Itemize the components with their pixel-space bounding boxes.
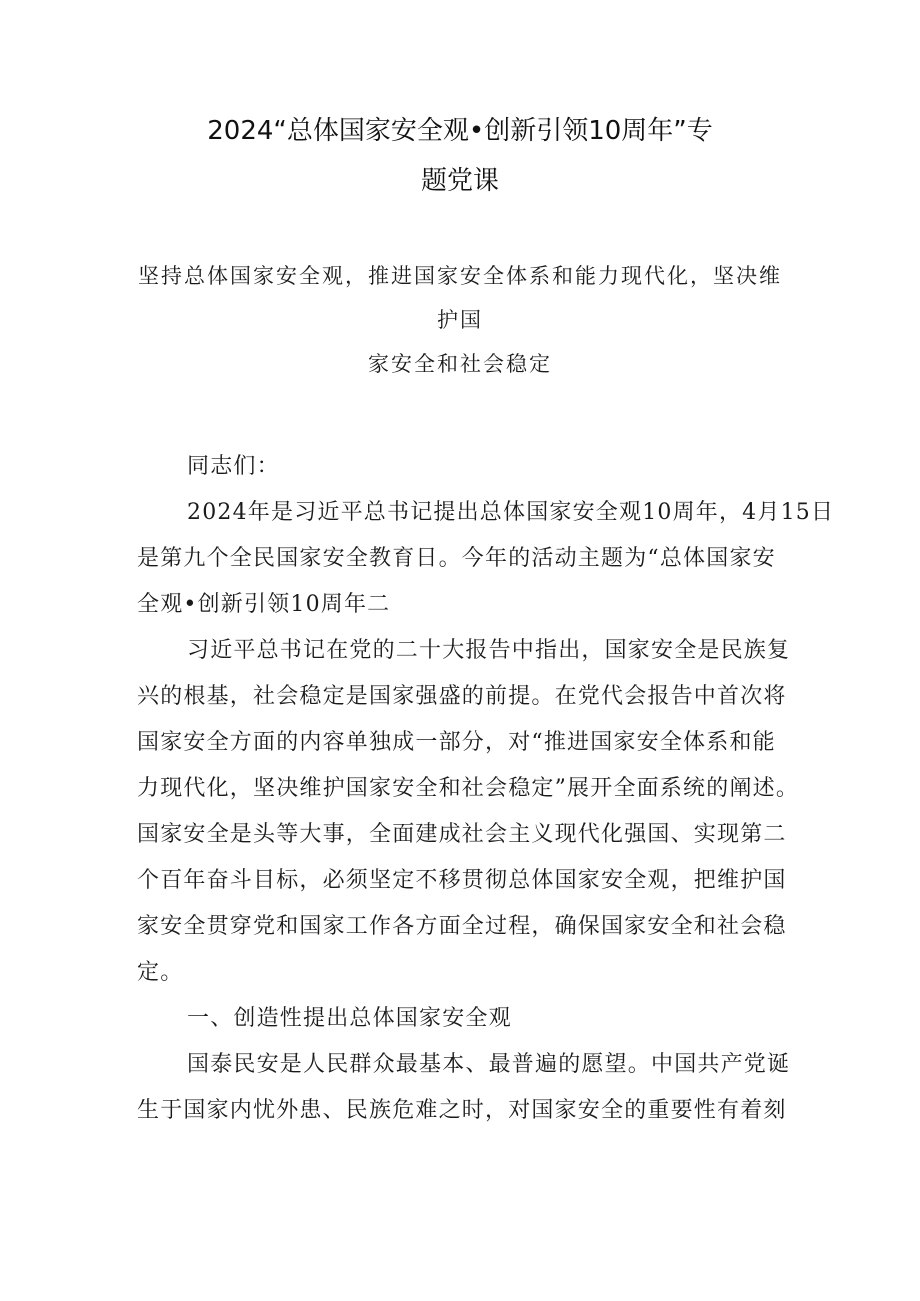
paragraph-line: 是第九个全民国家安全教育日。今年的活动主题为“总体国家安: [137, 546, 776, 571]
body-paragraph: [137, 1042, 789, 1134]
greeting-paragraph: [137, 444, 789, 490]
paragraph-line: 家安全贯穿党和国家工作各方面全过程，确保国家安全和社会稳: [137, 914, 787, 939]
paragraph-line: 力现代化，坚决维护国家安全和社会稳定”展开全面系统的阐述。: [137, 776, 800, 801]
paragraph-line: 2024年是习近平总书记提出总体国家安全观10周年，4月15日: [187, 500, 835, 525]
document-body: [137, 444, 835, 1134]
paragraph-line: 国家安全是头等大事，全面建成社会主义现代化强国、实现第二: [137, 822, 787, 847]
paragraph-line: 全观•创新引领10周年二: [137, 592, 391, 617]
body-paragraph: [137, 490, 835, 628]
paragraph-line: 国家安全方面的内容单独成一部分，对“推进国家安全体系和能: [137, 730, 776, 755]
paragraph-line: 生于国家内忧外患、民族危难之时，对国家安全的重要性有着刻: [137, 1098, 787, 1123]
paragraph-line: 兴的根基，社会稳定是国家强盛的前提。在党代会报告中首次将: [137, 684, 787, 709]
paragraph-line: 个百年奋斗目标，必须坚定不移贯彻总体国家安全观，把维护国: [137, 868, 787, 893]
greeting: 同志们：: [187, 454, 280, 479]
title-line: 题党课: [420, 166, 499, 196]
paragraph-line: 国泰民安是人民群众最基本、最普遍的愿望。中国共产党诞: [187, 1052, 791, 1077]
paragraph-line: 定。: [137, 960, 184, 985]
subtitle-line: 坚持总体国家安全观，推进国家安全体系和能力现代化，坚决维: [138, 264, 782, 288]
body-paragraph: [137, 628, 800, 996]
document-title: [100, 106, 820, 206]
subtitle-line: 家安全和社会稳定: [368, 352, 552, 376]
document-subtitle: [100, 254, 820, 386]
section-heading: [137, 996, 789, 1042]
subtitle-line: 护国: [437, 308, 483, 332]
title-line: 2024“总体国家安全观•创新引领10周年”专: [207, 116, 713, 146]
section-heading-text: 一、创造性提出总体国家安全观: [187, 1006, 512, 1031]
paragraph-line: 习近平总书记在党的二十大报告中指出，国家安全是民族复: [187, 638, 791, 663]
